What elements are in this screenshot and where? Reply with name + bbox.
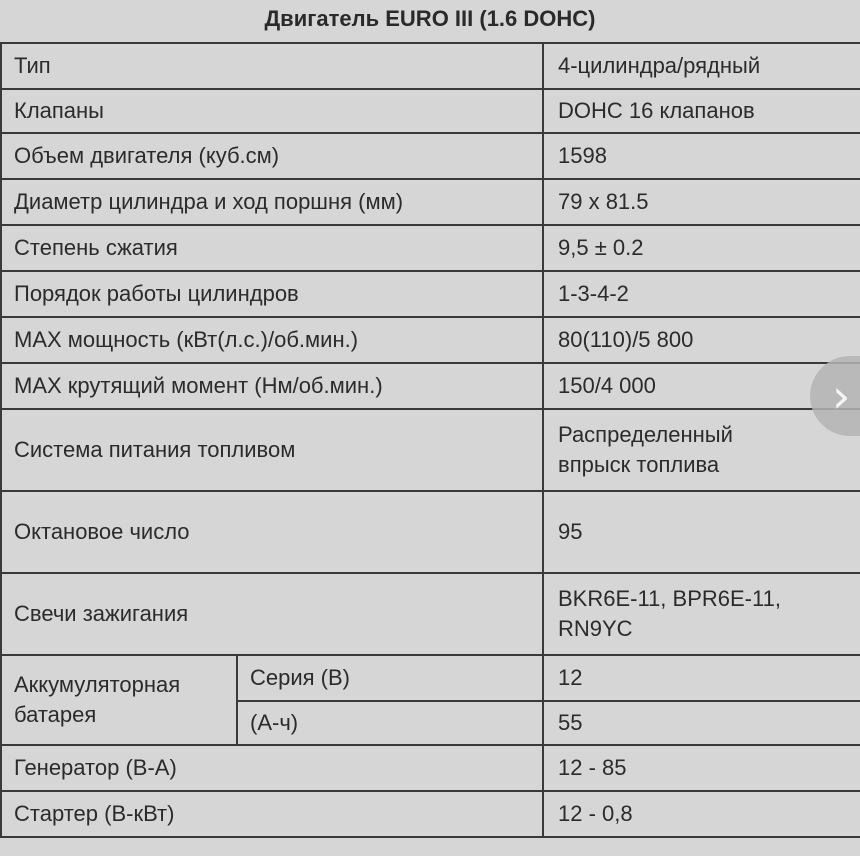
table-row xyxy=(1,225,860,271)
table-row xyxy=(1,491,860,573)
battery-sub-label: (А-ч) xyxy=(237,701,543,745)
row-value-line: Распределенный xyxy=(558,422,733,447)
battery-label xyxy=(1,655,237,745)
row-value: 9,5 ± 0.2 xyxy=(543,225,860,271)
row-value xyxy=(543,573,860,655)
row-label: MAX крутящий момент (Нм/об.мин.) xyxy=(1,363,543,409)
row-value: 12 - 0,8 xyxy=(543,791,860,837)
table-row xyxy=(1,317,860,363)
row-value: 4-цилиндра/рядный xyxy=(543,43,860,89)
battery-label-line: Аккумуляторная xyxy=(14,672,181,697)
row-value: 1-3-4-2 xyxy=(543,271,860,317)
row-value-line: BKR6E-11, BPR6E-11, xyxy=(558,586,781,611)
row-value: 95 xyxy=(543,491,860,573)
row-label: Генератор (В-А) xyxy=(1,745,543,791)
table-row xyxy=(1,89,860,133)
table-row xyxy=(1,745,860,791)
row-label: Степень сжатия xyxy=(1,225,543,271)
table-row xyxy=(1,573,860,655)
table-row xyxy=(1,179,860,225)
row-value: 79 x 81.5 xyxy=(543,179,860,225)
row-value: 150/4 000 xyxy=(543,363,860,409)
row-label: MAX мощность (кВт(л.с.)/об.мин.) xyxy=(1,317,543,363)
row-value: 1598 xyxy=(543,133,860,179)
row-value-line: впрыск топлива xyxy=(558,452,720,477)
table-row xyxy=(1,655,860,701)
row-label: Клапаны xyxy=(1,89,543,133)
row-value: 12 - 85 xyxy=(543,745,860,791)
table-row xyxy=(1,791,860,837)
table-row xyxy=(1,271,860,317)
engine-spec-table xyxy=(0,42,860,838)
row-label: Октановое число xyxy=(1,491,543,573)
row-value: DOHC 16 клапанов xyxy=(543,89,860,133)
table-row xyxy=(1,363,860,409)
row-value: 55 xyxy=(543,701,860,745)
row-value xyxy=(543,409,860,491)
chevron-right-icon: › xyxy=(832,369,851,423)
row-value: 12 xyxy=(543,655,860,701)
battery-label-line: батарея xyxy=(14,702,97,727)
row-label: Система питания топливом xyxy=(1,409,543,491)
row-value-line: RN9YC xyxy=(558,616,633,641)
battery-sub-label: Серия (В) xyxy=(237,655,543,701)
row-label: Порядок работы цилиндров xyxy=(1,271,543,317)
row-label: Свечи зажигания xyxy=(1,573,543,655)
table-row xyxy=(1,43,860,89)
table-row xyxy=(1,409,860,491)
table-row xyxy=(1,133,860,179)
row-value: 80(110)/5 800 xyxy=(543,317,860,363)
row-label: Диаметр цилиндра и ход поршня (мм) xyxy=(1,179,543,225)
table-title: Двигатель EURO III (1.6 DOHC) xyxy=(264,6,596,31)
row-label: Тип xyxy=(1,43,543,89)
row-label: Объем двигателя (куб.см) xyxy=(1,133,543,179)
row-label: Стартер (В-кВт) xyxy=(1,791,543,837)
